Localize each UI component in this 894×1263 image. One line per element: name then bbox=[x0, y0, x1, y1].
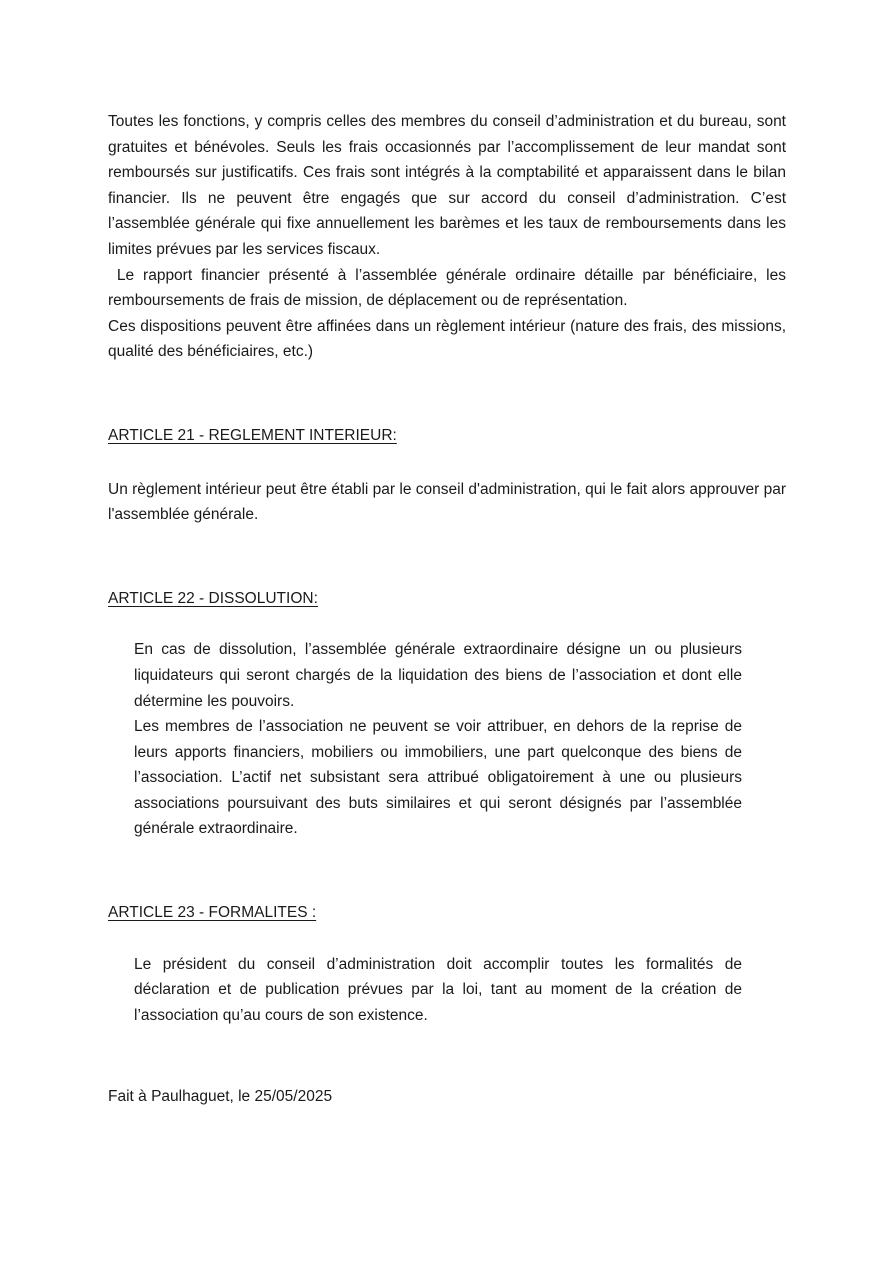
paragraph-rapport-financier: Le rapport financier présenté à l’assemblée générale ordinaire détaille par bénéficiaire, les remboursements de frais de mission, de déplacement ou de représentation. bbox=[108, 266, 791, 310]
article-23-heading: ARTICLE 23 - FORMALITES : bbox=[108, 904, 317, 922]
article-22-heading: ARTICLE 22 - DISSOLUTION: bbox=[108, 589, 318, 607]
article-22-paragraph-actif-net: Les membres de l’association ne peuvent se voir attribuer, en dehors de la reprise de leurs apports financiers, mobiliers ou immobiliers, une part quelconque des biens de l’association. L’actif net subsistant sera attribué obligatoirement à une ou plusieurs associations poursuivant des buts similaires et qui seront désignés par l’assemblée générale extraordinaire. bbox=[134, 718, 747, 838]
article-21-paragraph: Un règlement intérieur peut être établi par le conseil d'administration, qui le fait alors approuver par l'assemblée générale. bbox=[108, 480, 791, 524]
article-23-body bbox=[134, 952, 747, 1029]
paragraph-dispositions-reglement: Ces dispositions peuvent être affinées dans un règlement intérieur (nature des frais, des missions, qualité des bénéficiaires, etc.) bbox=[108, 317, 791, 361]
article-21-heading: ARTICLE 21 - REGLEMENT INTERIEUR: bbox=[108, 426, 397, 444]
article-22-body bbox=[134, 637, 747, 842]
article-22-paragraph-liquidation: En cas de dissolution, l’assemblée générale extraordinaire désigne un ou plusieurs liquidateurs qui seront chargés de la liquidation des biens de l’association et dont elle détermine les pouvoirs. bbox=[134, 641, 747, 710]
article-23-paragraph-formalites: Le président du conseil d’administration doit accomplir toutes les formalités de déclaration et de publication prévues par la loi, tant au moment de la création de l’association qu’au cours de son existence. bbox=[134, 955, 747, 1024]
closing-date-line: Fait à Paulhaguet, le 25/05/2025 bbox=[108, 1088, 333, 1106]
paragraph-fonctions-benevoles: Toutes les fonctions, y compris celles des membres du conseil d’administration et du bureau, sont gratuites et bénévoles. Seuls les frais occasionnés par l’accomplissement de leur mandat sont remboursés sur justificatifs. Ces frais sont intégrés à la comptabilité et apparaissent dans le bilan financier. Ils ne peuvent être engagés que sur accord du conseil d’administration. C’est l’assemblée générale qui fixe annuellement les barèmes et les taux de remboursements dans les limites prévues par les services fiscaux. bbox=[108, 113, 791, 258]
